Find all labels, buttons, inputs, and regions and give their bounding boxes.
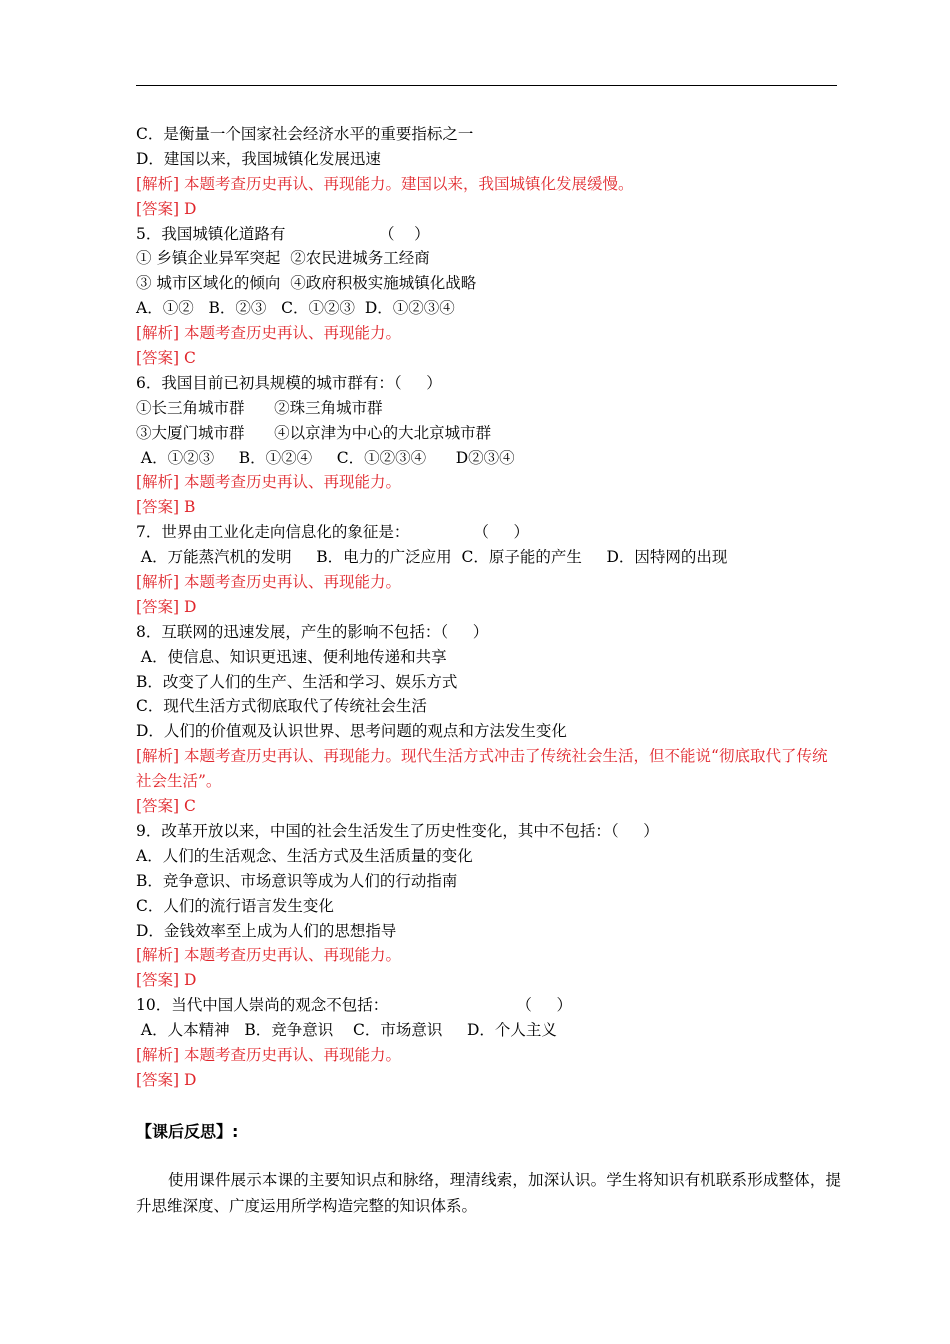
analysis-answer-line: [解析] 本题考查历史再认、再现能力。 xyxy=(136,946,402,965)
question-line: C．人们的流行语言发生变化 xyxy=(136,896,334,915)
question-block-1 xyxy=(136,122,837,744)
analysis-answer-line: [解析] 本题考查历史再认、再现能力。建国以来，我国城镇化发展缓慢。 xyxy=(136,174,634,193)
question-line: ①长三角城市群 ②珠三角城市群 xyxy=(136,398,383,417)
question-line: A．①② B．②③ C．①②③ D．①②③④ xyxy=(136,299,455,318)
question-line: ③大厦门城市群 ④以京津为中心的大北京城市群 xyxy=(136,423,492,442)
analysis-answer-line: [解析] 本题考查历史再认、再现能力。 xyxy=(136,1045,402,1064)
question-content xyxy=(136,122,837,1093)
question-line: A．人本精神 B．竞争意识 C．市场意识 D．个人主义 xyxy=(136,1021,557,1040)
reflection-body: 使用课件展示本课的主要知识点和脉络，理清线索，加深认识。学生将知识有机联系形成整体，提升思维深度、广度运用所学构造完整的知识体系。 xyxy=(136,1171,841,1215)
question-line: 9．改革开放以来，中国的社会生活发生了历史性变化，其中不包括：（ ） xyxy=(136,821,659,840)
analysis-answer-line: [解析] 本题考查历史再认、再现能力。 xyxy=(136,324,402,343)
question-line: A．使信息、知识更迅速、便利地传递和共享 xyxy=(136,647,447,666)
analysis-answer-line: [答案] D xyxy=(136,597,197,616)
analysis-answer-line: [答案] B xyxy=(136,498,196,517)
analysis-answer-line: [答案] C xyxy=(136,349,196,368)
question-line: 10．当代中国人崇尚的观念不包括： （ ） xyxy=(136,996,572,1015)
question-line: D．建国以来，我国城镇化发展迅速 xyxy=(136,149,381,168)
analysis-answer-line: [答案] D xyxy=(136,1070,197,1089)
header-rule xyxy=(136,85,837,86)
analysis-answer-line: [答案] D xyxy=(136,199,197,218)
question-line: 7．世界由工业化走向信息化的象征是： （ ） xyxy=(136,523,530,542)
analysis-q8: [解析] 本题考查历史再认、再现能力。现代生活方式冲击了传统社会生活，但不能说“彻底取代了传统社会生活”。 xyxy=(136,747,828,791)
question-line: D．金钱效率至上成为人们的思想指导 xyxy=(136,921,397,940)
analysis-answer-line: [答案] D xyxy=(136,971,197,990)
question-line: A．①②③ B．①②④ C．①②③④ D②③④ xyxy=(136,448,515,467)
reflection-heading: 【课后反思】: xyxy=(136,1122,239,1141)
question-line: C．是衡量一个国家社会经济水平的重要指标之一 xyxy=(136,125,474,143)
question-block-2 xyxy=(136,794,837,1093)
question-line: ③ 城市区域化的倾向 ④政府积极实施城镇化战略 xyxy=(136,274,477,293)
analysis-answer-line: [解析] 本题考查历史再认、再现能力。 xyxy=(136,473,402,492)
analysis-answer-line: [解析] 本题考查历史再认、再现能力。 xyxy=(136,573,402,592)
question-line: D．人们的价值观及认识世界、思考问题的观点和方法发生变化 xyxy=(136,722,567,741)
question-line: 5．我国城镇化道路有 （ ） xyxy=(136,224,430,243)
question-line: B．改变了人们的生产、生活和学习、娱乐方式 xyxy=(136,672,458,691)
question-line: A．人们的生活观念、生活方式及生活质量的变化 xyxy=(136,846,473,865)
question-line: 8．互联网的迅速发展，产生的影响不包括：（ ） xyxy=(136,622,489,641)
question-line: C．现代生活方式彻底取代了传统社会生活 xyxy=(136,697,427,716)
question-line: ① 乡镇企业异军突起 ②农民进城务工经商 xyxy=(136,249,430,268)
question-line: B．竞争意识、市场意识等成为人们的行动指南 xyxy=(136,871,458,890)
analysis-answer-line: [答案] C xyxy=(136,797,196,816)
question-line: A．万能蒸汽机的发明 B．电力的广泛应用 C．原子能的产生 D．因特网的出现 xyxy=(136,548,728,567)
question-line: 6．我国目前已初具规模的城市群有：（ ） xyxy=(136,373,442,392)
